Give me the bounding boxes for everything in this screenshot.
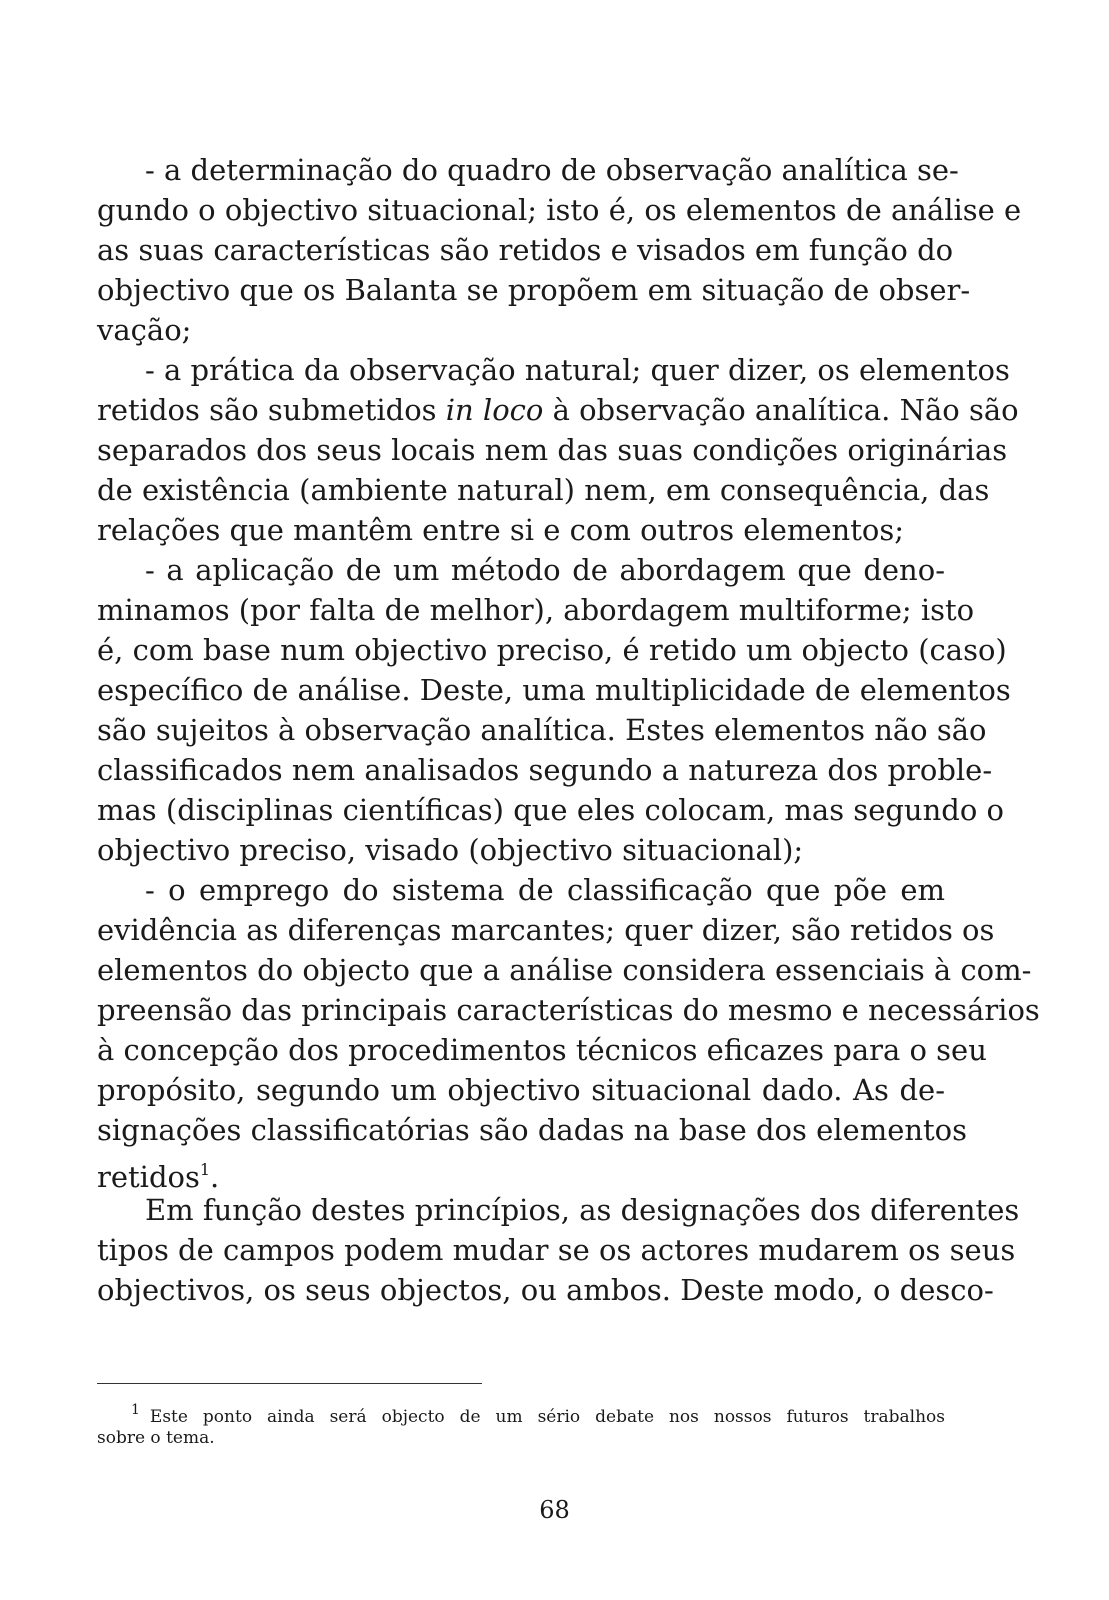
text-line: específico de análise. Deste, uma multiplicidade de elementos: [97, 673, 1011, 707]
text-line: Em função destes princípios, as designações dos diferentes: [145, 1193, 1020, 1227]
text-line: tipos de campos podem mudar se os actores mudarem os seus: [97, 1233, 1016, 1267]
text-line: - a aplicação de um método de abordagem que deno-: [145, 553, 945, 587]
italic-term: in loco: [445, 393, 544, 427]
text-line: relações que mantêm entre si e com outros elementos;: [97, 513, 905, 547]
text-line: [97, 1150, 945, 1194]
text-line: gundo o objectivo situacional; isto é, os elementos de análise e: [97, 193, 1022, 227]
text-line: objectivo preciso, visado (objectivo situacional);: [97, 833, 804, 867]
text-line: evidência as diferenças marcantes; quer dizer, são retidos os: [97, 913, 995, 947]
text-segment: à observação analítica. Não são: [552, 393, 1019, 427]
text-line: separados dos seus locais nem das suas condições originárias: [97, 433, 1008, 467]
text-line: minamos (por falta de melhor), abordagem multiforme; isto: [97, 593, 975, 627]
text-line: - a determinação do quadro de observação analítica se-: [145, 153, 959, 187]
text-line: vação;: [97, 313, 192, 347]
footnote-divider: [97, 1383, 482, 1384]
text-line: preensão das principais características do mesmo e necessários: [97, 993, 1040, 1027]
text-line: objectivo que os Balanta se propõem em situação de obser-: [97, 273, 971, 307]
text-line: de existência (ambiente natural) nem, em consequência, das: [97, 473, 990, 507]
text-line: à concepção dos procedimentos técnicos eficazes para o seu: [97, 1033, 987, 1067]
footnote-marker: 1: [131, 1402, 140, 1418]
text-line: é, com base num objectivo preciso, é retido um objecto (caso): [97, 633, 1007, 667]
footnote-line: sobre o tema.: [97, 1428, 215, 1448]
text-line: mas (disciplinas científicas) que eles colocam, mas segundo o: [97, 793, 1004, 827]
page-number: 68: [539, 1496, 570, 1524]
text-line: - o emprego do sistema de classificação que põe em: [145, 873, 945, 907]
text-line: [97, 390, 1019, 430]
text-line: são sujeitos à observação analítica. Estes elementos não são: [97, 713, 987, 747]
text-line: propósito, segundo um objectivo situacional dado. As de-: [97, 1073, 945, 1107]
footnote-text: Este ponto ainda será objecto de um sério debate nos nossos futuros trabalhos: [149, 1407, 945, 1427]
text-line: as suas características são retidos e visados em função do: [97, 233, 954, 267]
text-segment: .: [210, 1160, 220, 1194]
text-line: - a prática da observação natural; quer dizer, os elementos: [145, 353, 1010, 387]
footnote-reference: 1: [199, 1160, 211, 1179]
footnote-line: [97, 1398, 945, 1429]
text-line: elementos do objecto que a análise considera essenciais à com-: [97, 953, 1032, 987]
text-segment: retidos: [97, 1160, 200, 1194]
text-line: objectivos, os seus objectos, ou ambos. Deste modo, o desco-: [97, 1273, 994, 1307]
text-segment: retidos são submetidos: [97, 393, 437, 427]
text-line: classificados nem analisados segundo a natureza dos proble-: [97, 753, 993, 787]
text-line: signações classificatórias são dadas na base dos elementos: [97, 1113, 968, 1147]
